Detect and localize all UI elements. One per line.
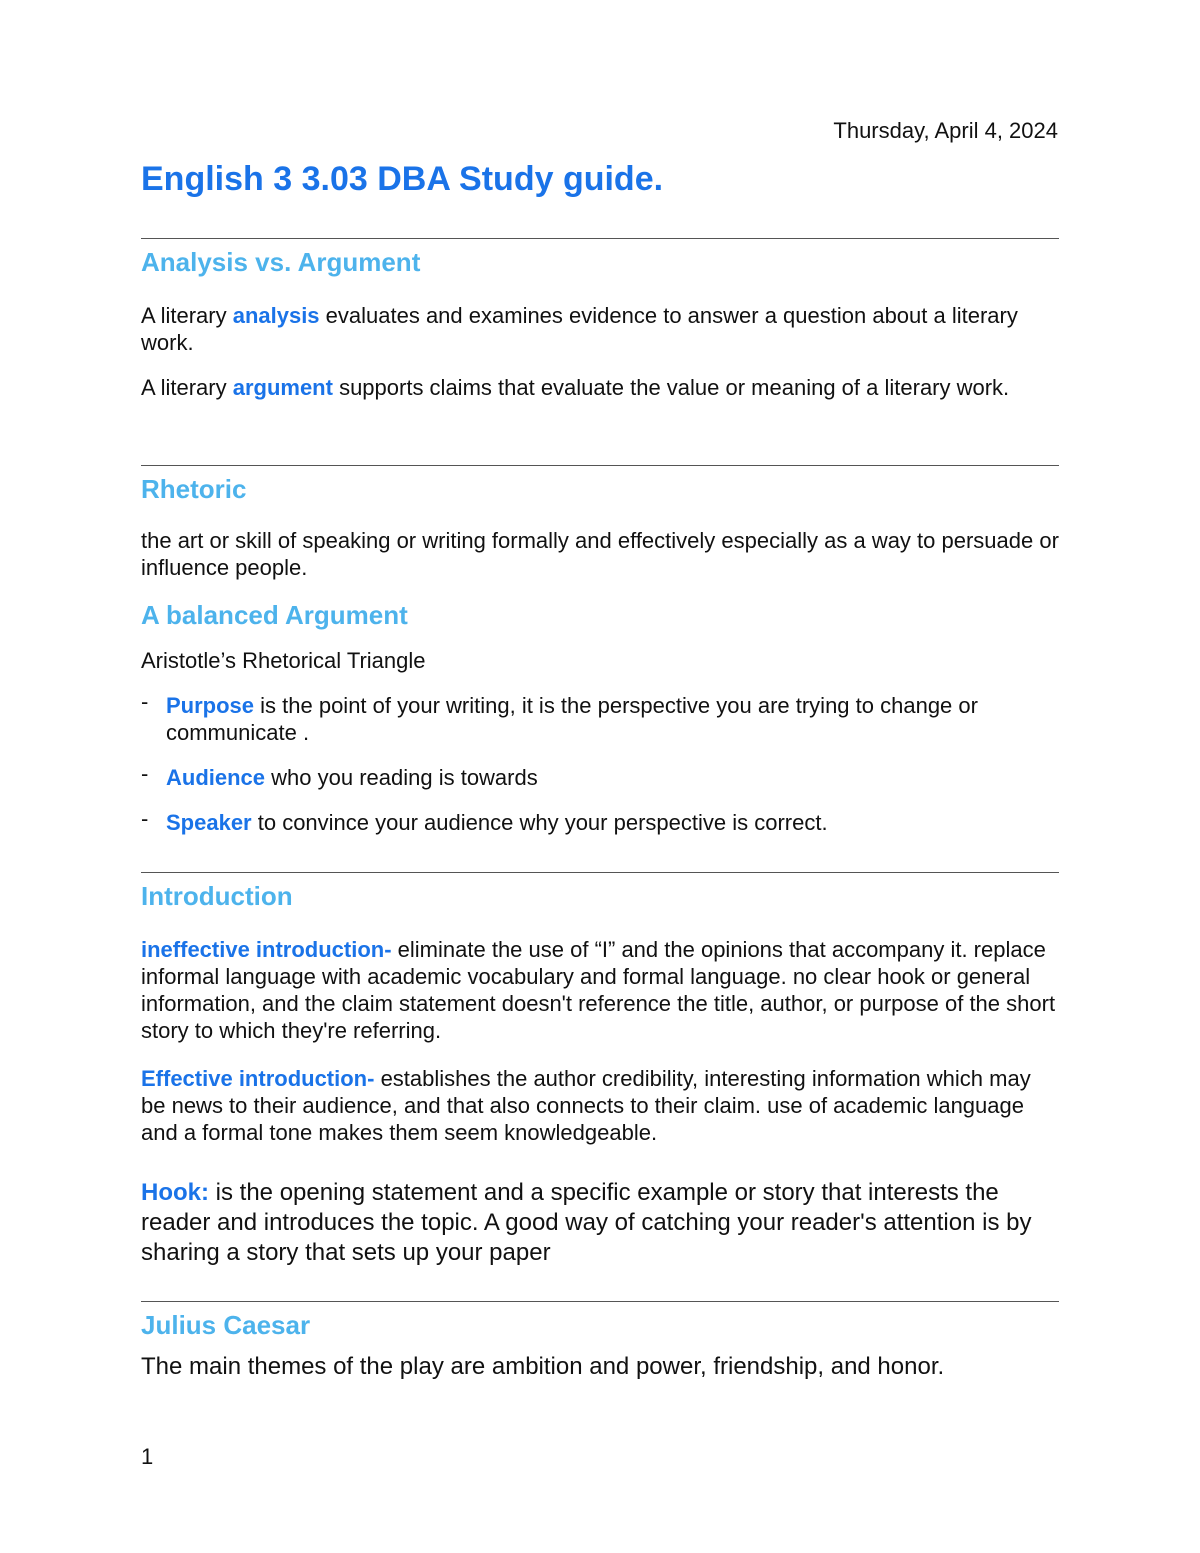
keyword-audience: Audience xyxy=(166,765,266,790)
keyword-speaker: Speaker xyxy=(166,810,252,835)
keyword-ineffective-introduction: ineffective introduction- xyxy=(141,937,392,962)
heading-analysis-vs-argument: Analysis vs. Argument xyxy=(141,247,421,277)
bullet-dash: - xyxy=(141,761,149,786)
keyword-analysis: analysis xyxy=(232,303,320,328)
page-title: English 3 3.03 DBA Study guide. xyxy=(141,160,664,198)
page-number: 1 xyxy=(141,1444,154,1469)
paragraph-ineffective-introduction: ineffective introduction- eliminate the use of “I” and the opinions that accompany it. replace informal language with academic vocabulary and formal language. no clear hook or general information, and the claim statement doesn't reference the title, author, or purpose of the short story to which they're referring. xyxy=(141,937,1056,1043)
keyword-effective-introduction: Effective introduction- xyxy=(141,1066,375,1091)
paragraph-julius-caesar: The main themes of the play are ambition and power, friendship, and honor. xyxy=(141,1353,945,1380)
keyword-hook: Hook: xyxy=(141,1179,209,1206)
heading-introduction: Introduction xyxy=(141,881,293,911)
paragraph-rhetoric: the art or skill of speaking or writing formally and effectively especially as a way to persuade or influence people. xyxy=(141,528,1059,580)
heading-julius-caesar: Julius Caesar xyxy=(141,1310,311,1340)
heading-rhetoric: Rhetoric xyxy=(141,474,247,504)
paragraph-effective-introduction: Effective introduction- establishes the author credibility, interesting information which may be news to their audience, and that also connects to their claim. use of academic language and a formal tone makes them seem knowledgeable. xyxy=(141,1066,1031,1145)
subheading-rhetorical-triangle: Aristotle’s Rhetorical Triangle xyxy=(141,648,426,673)
keyword-argument: argument xyxy=(232,375,333,400)
heading-balanced-argument: A balanced Argument xyxy=(141,600,408,630)
divider xyxy=(141,1301,1059,1302)
bullet-dash: - xyxy=(141,689,149,714)
bullet-dash: - xyxy=(141,806,149,831)
paragraph-analysis: A literary analysis evaluates and examines evidence to answer a question about a literary work. xyxy=(141,303,1018,355)
keyword-purpose: Purpose xyxy=(166,693,255,718)
date: Thursday, April 4, 2024 xyxy=(833,118,1058,143)
document-page: Thursday, April 4, 2024 English 3 3.03 DBA Study guide. Analysis vs. Argument A literary analysis evaluates and examines evidence to answer a question about a literary work. A literary argument supports claims that evaluate the value or meaning of a literary work. Rhetoric the art or skill of speaking or writing formally and effectively especially as a way to persuade or influence people. A balanced Argument Aristotle’s Rhetorical Triangle - Purpose is the point of your writing, it is the perspective you are trying to change or communicate . - Audience who you reading is towards - Speaker to convince your audience why your perspective is correct. Introduction ineffective introduction- eliminate the use of “I” and the opinions that accompany it. replace informal language with academic vocabulary and formal language. no clear hook or general information, and the claim statement doesn't reference the title, author, or purpose of the short story to which they're referring. Effective introduction- establishes the author credibility, interesting information which may be news to their audience, and that also connects to their claim. use of academic language and a formal tone makes them seem knowledgeable. Hook: is the opening statement and a specific example or story that interests the reader and introduces the topic. A good way of catching your reader's attention is by sharing a story that sets up your paper Julius Caesar The main themes of the play are ambition and power, friendship, and honor. 1 xyxy=(0,0,1200,1553)
divider xyxy=(141,238,1059,239)
divider xyxy=(141,872,1059,873)
paragraph-hook: Hook: is the opening statement and a specific example or story that interests the reader and introduces the topic. A good way of catching your reader's attention is by sharing a story that sets up your paper xyxy=(141,1179,1032,1266)
divider xyxy=(141,465,1059,466)
paragraph-argument: A literary argument supports claims that evaluate the value or meaning of a literary work. xyxy=(141,375,1010,400)
